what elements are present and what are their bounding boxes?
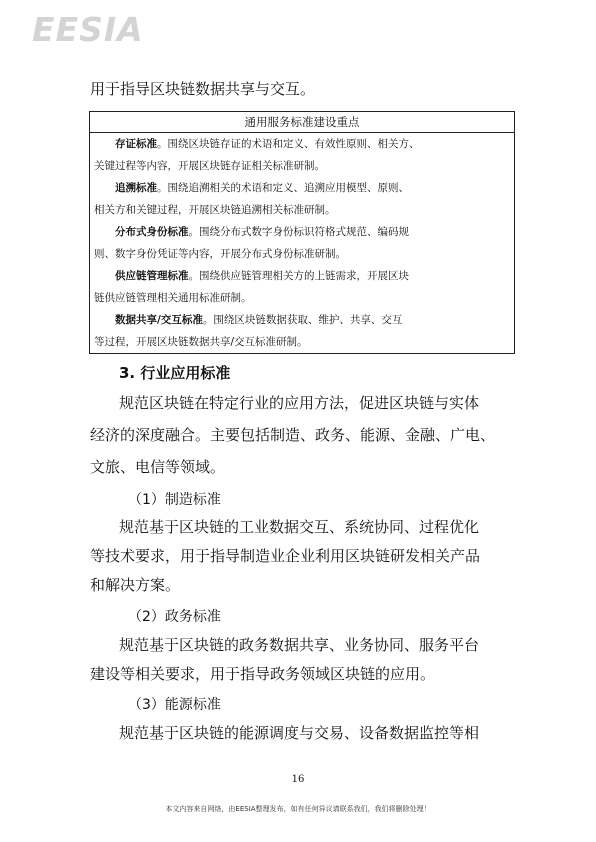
subheading: （3）能源标准 [128,697,221,713]
para-line: 和解决方案。 [90,576,181,594]
footer-disclaimer: 本文内容来自网络，由EESIA整理发布，如有任何异议请联系我们，我们将删除处理！ [165,805,431,813]
item-text: 。围绕区块链存证的术语和定义、有效性原则、相关方、 [157,138,420,150]
item-text: 。围绕分布式数字身份标识符格式规范、编码规 [188,226,409,238]
subheading: （2）政务标准 [128,609,221,625]
item-term: 数据共享/交互标准 [115,314,203,326]
subheading: （1）制造标准 [128,492,221,508]
box-item [90,221,514,265]
para-line: 文旅、电信等领域。 [90,458,226,476]
box-title: 通用服务标准建设重点 [90,112,514,133]
para-line: 规范基于区块链的能源调度与交易、设备数据监控等相 [119,724,480,742]
item-text: 。围绕供应链管理相关方的上链需求，开展区块 [188,270,409,282]
item-text: 。围绕追溯相关的术语和定义、追溯应用模型、原则、 [157,182,409,194]
item-text: 等过程，开展区块链数据共享/交互标准研制。 [94,336,308,348]
item-text: 相关方和关键过程，开展区块链追溯相关标准研制。 [94,204,336,216]
item-text: 。围绕区块链数据获取、维护、共享、交互 [202,314,403,326]
box-item [90,309,514,353]
intro-line: 用于指导区块链数据共享与交互。 [90,80,316,98]
item-term: 分布式身份标准 [115,226,189,238]
para-line: 规范基于区块链的工业数据交互、系统协同、过程优化 [119,518,480,536]
item-term: 追溯标准 [115,182,157,194]
box-item [90,177,514,221]
section-heading: 3. 行业应用标准 [119,364,231,382]
item-term: 供应链管理标准 [115,270,189,282]
para-line: 规范基于区块链的政务数据共享、业务协同、服务平台 [119,636,480,654]
box-item [90,133,514,177]
box-item [90,265,514,309]
standards-box [89,111,515,354]
para-line: 规范区块链在特定行业的应用方法，促进区块链与实体 [119,394,480,412]
item-text: 则、数字身份凭证等内容，开展分布式身份标准研制。 [94,248,346,260]
para-line: 建设等相关要求，用于指导政务领域区块链的应用。 [90,665,436,683]
page-number: 16 [291,774,305,785]
item-term: 存证标准 [115,138,157,150]
eesia-logo: EESIA [32,10,144,49]
item-text: 链供应链管理相关通用标准研制。 [94,292,252,304]
item-text: 关键过程等内容，开展区块链存证相关标准研制。 [94,160,325,172]
para-line: 经济的深度融合。主要包括制造、政务、能源、金融、广电、 [90,426,496,444]
para-line: 等技术要求，用于指导制造业企业利用区块链研发相关产品 [90,547,481,565]
